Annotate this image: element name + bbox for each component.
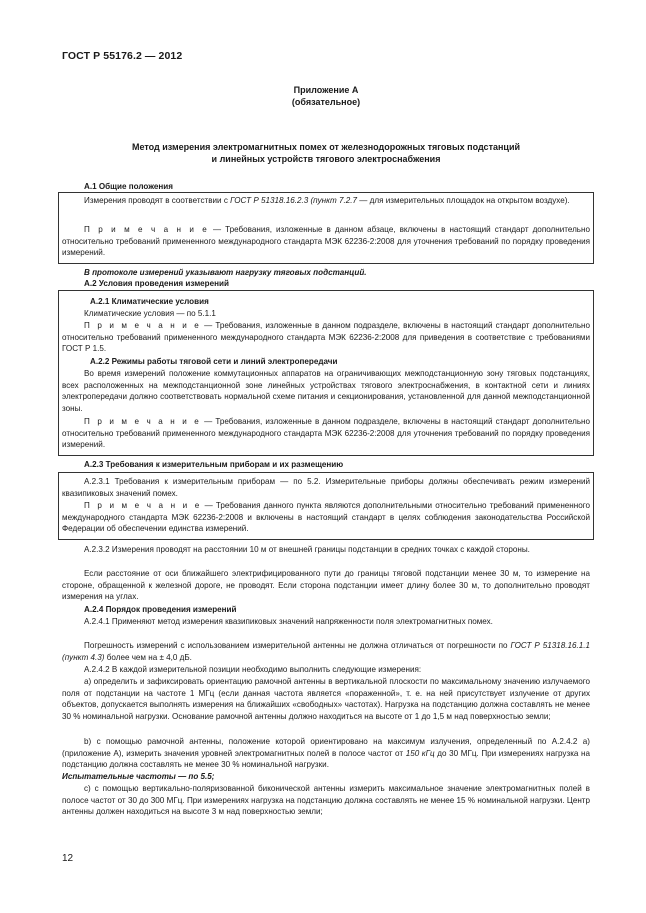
a22-text: Во время измерений положение коммутационных аппаратов на ограничивающих межподстанционную зону тяговых подстанциях, всех расположенных на межподстанционной зоне линейных устройствах тягового электроснабжения, в контактной сети и линиях электропередачи должно соответствовать нормальной схеме питания и секционирования, установленной для данной межподстанционной зоны. [62,369,590,413]
a231-note: П р и м е ч а н и е — Требования данного пункта являются дополнительными относительно требований примененного международного стандарта МЭК 62236-2:2008 и включены в настоящий стандарт в целях соблюдения законодательства Российской Федерации об обеспечении единства измерений. [62,501,591,534]
a232-paragraph2: Если расстояние от оси ближайшего электрифицированного пути до границы тяговой подстанции менее 30 м, то измерение на стороне, обращенной к железной дороге, не проводят. Если сторона подстанции имеет длину более 30 м, то дополнительно проводят измерения на углах. [62,569,590,602]
a22-note: П р и м е ч а н и е — Требования, изложенные в данном подразделе, включены в настоящий стандарт дополнительно относительно требований примененного международного стандарта МЭК 62236-2:2008 для уточнения требований по порядку проведения измерений. [62,417,591,450]
section-a1-heading: А.1 Общие положения [84,182,173,191]
a241-paragraph2: Погрешность измерений с использованием измерительной антенны не должна отличаться от погрешности по ГОСТ Р 51318.16.1.1 (пункт 4.3) более чем на ± 4,0 дБ. [62,641,590,662]
appendix-subtitle: (обязательное) [291,97,361,107]
main-title-line2: и линейных устройств тягового электроснабжения [211,154,441,164]
a21-note: П р и м е ч а н и е — Требования, изложенные в данном подразделе, включены в настоящий стандарт дополнительно относительно требований примененного международного стандарта МЭК 62236-2:2008 для приведения в соответствие с требованиями ГОСТ Р 1.5. [62,321,591,354]
page-number: 12 [62,853,74,864]
a232-text: А.2.3.2 Измерения проводят на расстоянии 10 м от внешней границы подстанции в средних точках с каждой стороны. [84,545,530,554]
a1-paragraph: Измерения проводят в соответствии с ГОСТ Р 51318.16.2.3 (пункт 7.2.7 — для измерительных площадок на открытом воздухе). [84,196,570,205]
section-a23-heading: А.2.3 Требования к измерительным приборам и их размещению [84,460,344,469]
section-a24-heading: А.2.4 Порядок проведения измерений [84,605,237,614]
main-title-line1: Метод измерения электромагнитных помех от железнодорожных тяговых подстанций [131,142,521,152]
list-item-a: а) определить и зафиксировать ориентацию рамочной антенны в вертикальной плоскости по максимальному значению излучаемого поля от подстанции на частоте 1 МГц (если данная частота является «пораженной», т. е. на ней присутствует излучение от других объектов, допускается выполнять измерения на ближайших «свободных» частотах). Нагрузка на подстанцию должна составлять не менее 30 % номинальной нагрузки. Основание рамочной антенны должно находиться на высоте от 1 до 1,5 м над поверхностью земли; [62,677,590,721]
appendix-title: Приложение А [293,85,359,95]
a21-text: Климатические условия — по 5.1.1 [84,309,216,318]
a1-note: П р и м е ч а н и е — Требования, изложенные в данном абзаце, включены в настоящий стандарт дополнительно относительно требований примененного международного стандарта МЭК 62236-2:2008 для уточнения требований по порядку проведения измерений. [62,225,590,258]
a242-text: А.2.4.2 В каждой измерительной позиции необходимо выполнить следующие измерения: [84,665,422,674]
list-item-b: b) с помощью рамочной антенны, положение которой ориентировано на максимум излучения, определенный по А.2.4.2 а) (приложение А), измерить значения уровней электромагнитных полей в полосе частот от 150 кГц до 30 МГц. При измерениях нагрузка на подстанцию должна составлять не менее 30 % номинальной нагрузки. [62,737,590,770]
a231-text: А.2.3.1 Требования к измерительным приборам — по 5.2. Измерительные приборы должны обеспечивать режим измерений квазипиковых значений помех. [62,477,590,498]
section-a22-heading: А.2.2 Режимы работы тяговой сети и линий электропередачи [90,357,338,366]
list-item-c: с) с помощью вертикально-поляризованной биконической антенны измерить максимальное значение электромагнитных полей в полосе частот от 30 до 300 МГц. При измерениях нагрузка на подстанцию должна составлять не менее 15 % номинальной нагрузки. Центр антенны должен находиться на высоте 3 м над поверхностью земли; [62,784,590,817]
document-header: ГОСТ Р 55176.2 — 2012 [62,50,183,62]
test-frequencies: Испытательные частоты — по 5.5; [62,772,215,781]
section-a21-heading: А.2.1 Климатические условия [90,297,209,306]
protocol-note: В протоколе измерений указывают нагрузку тяговых подстанций. [84,268,367,277]
a241-text: А.2.4.1 Применяют метод измерения квазипиковых значений напряженности поля электромагнитных помех. [84,617,493,626]
section-a2-heading: А.2 Условия проведения измерений [84,279,229,288]
